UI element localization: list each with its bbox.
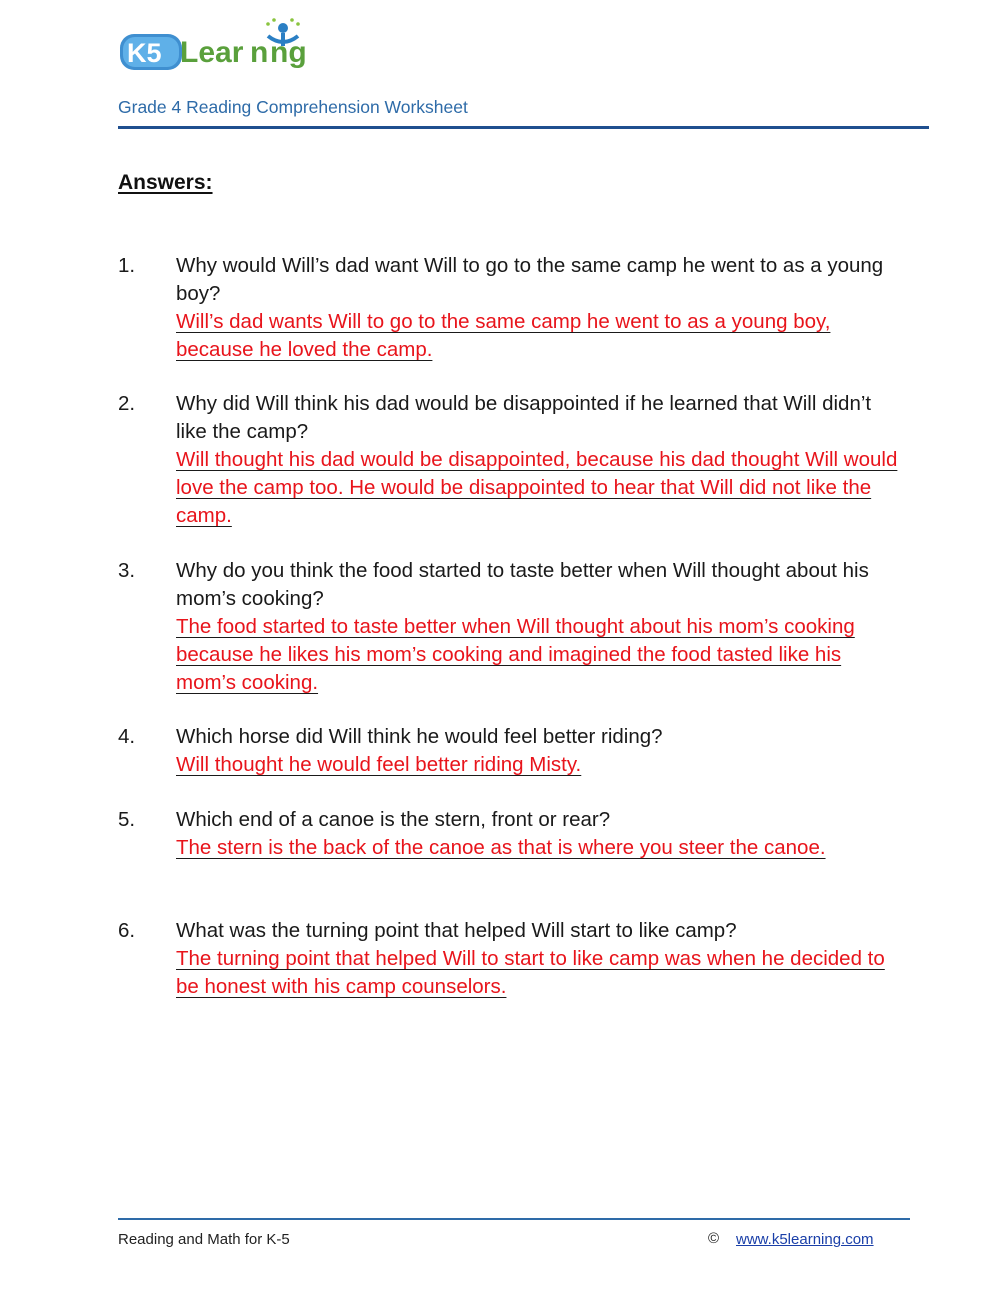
question-text: Which horse did Will think he would feel better riding? [176,725,663,748]
question-text: Why would Will’s dad want Will to go to the same camp he went to as a young boy? [176,254,884,305]
question-text: What was the turning point that helped Will start to like camp? [176,919,737,942]
svg-text:ng: ng [270,36,307,69]
question-number: 3. [118,559,136,582]
question-number: 4. [118,725,136,748]
question-number: 5. [118,808,136,831]
question-text: Which end of a canoe is the stern, front or rear? [176,808,611,831]
answer-text: The stern is the back of the canoe as that is where you steer the canoe. [176,836,826,859]
answer-text: Will’s dad wants Will to go to the same camp he went to as a young boy, because he loved the camp. [176,310,831,361]
question-text: Why did Will think his dad would be disappointed if he learned that Will didn’t like the camp? [176,392,872,443]
answers-heading: Answers: [118,171,213,194]
header-divider [118,126,929,129]
footer-divider [118,1218,910,1220]
answer-text: The turning point that helped Will to start to like camp was when he decided to be honest with his camp counselors. [176,947,885,998]
k5-logo-graphic [118,18,333,78]
question-number: 2. [118,392,136,415]
copyright-symbol: © [708,1230,720,1247]
k5learning-website-link[interactable]: www.k5learning.com [736,1231,874,1248]
question-number: 6. [118,919,136,942]
answer-text: Will thought his dad would be disappointed, because his dad thought Will would love the camp too. He would be disappointed to hear that Will did not like the camp. [176,448,898,527]
answer-text: Will thought he would feel better riding Misty. [176,753,582,776]
worksheet-subtitle: Grade 4 Reading Comprehension Worksheet [118,97,468,117]
svg-text:n: n [250,36,269,69]
question-number: 1. [118,254,136,277]
question-text: Why do you think the food started to taste better when Will thought about his mom’s cooking? [176,559,869,610]
svg-text:K5: K5 [127,38,162,68]
footer-tagline: Reading and Math for K-5 [118,1231,290,1248]
svg-text:Lear: Lear [180,36,244,69]
k5-learning-logo [118,18,333,78]
answer-text: The food started to taste better when Will thought about his mom’s cooking because he likes his mom’s cooking and imagined the food tasted like his mom’s cooking. [176,615,855,694]
